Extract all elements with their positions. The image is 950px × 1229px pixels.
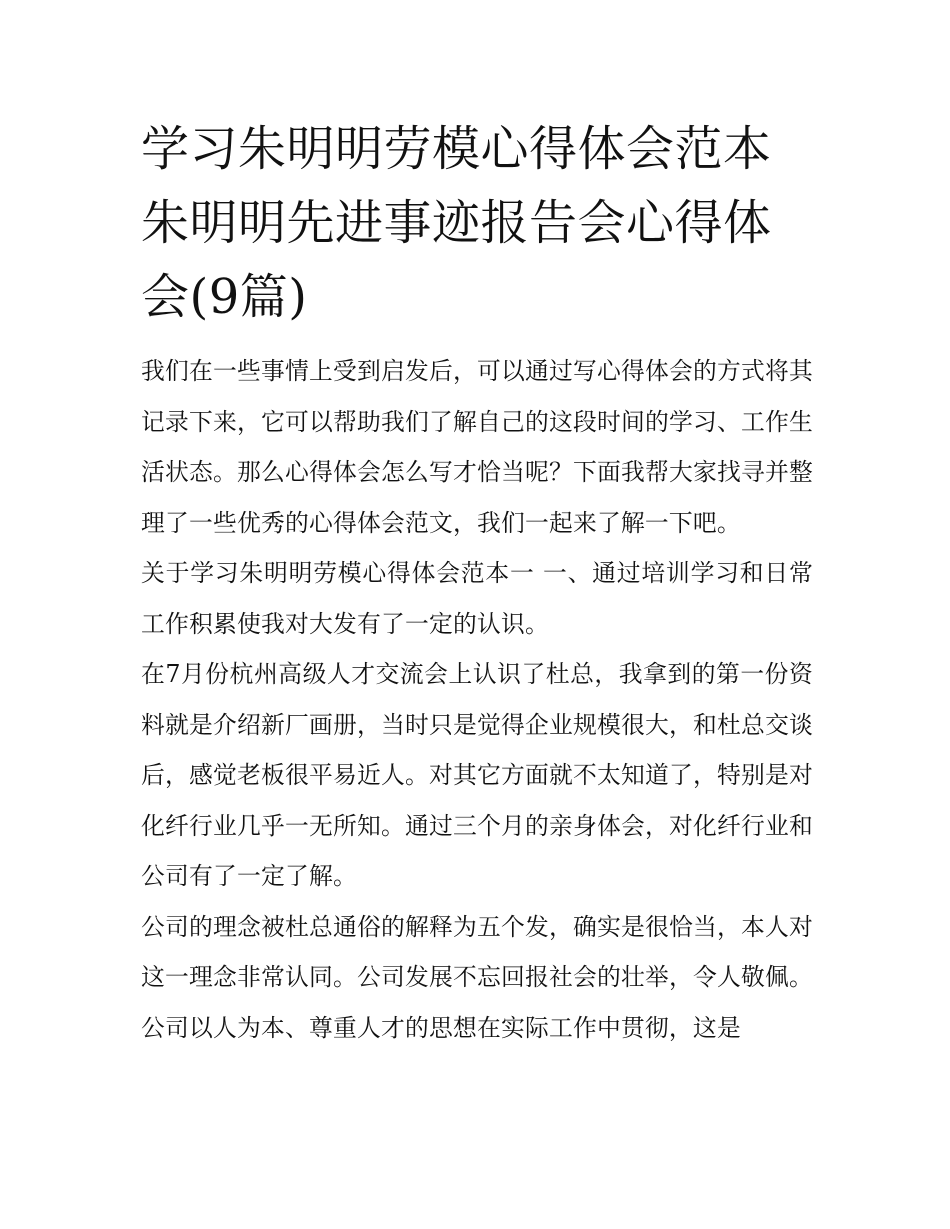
paragraph-sample-one-heading: 关于学习朱明明劳模心得体会范本一 一、通过培训学习和日常工作积累使我对大发有了一定的认识。 xyxy=(141,559,813,638)
paragraph-intro: 我们在一些事情上受到启发后，可以通过写心得体会的方式将其记录下来，它可以帮助我们了解自己的这段时间的学习、工作生活状态。那么心得体会怎么写才恰当呢？下面我帮大家找寻并整理了一些优秀的心得体会范文，我们一起来了解一下吧。 xyxy=(141,357,813,537)
paragraph-hangzhou-meeting: 在7月份杭州高级人才交流会上认识了杜总，我拿到的第一份资料就是介绍新厂画册，当时只是觉得企业规模很大，和杜总交谈后，感觉老板很平易近人。对其它方面就不太知道了，特别是对化纤行业几乎一无所知。通过三个月的亲身体会，对化纤行业和公司有了一定了解。 xyxy=(141,660,813,890)
document-title: 学习朱明明劳模心得体会范本朱明明先进事迹报告会心得体会(9篇) xyxy=(141,121,772,325)
document-content xyxy=(141,112,813,1053)
paragraph-company-philosophy: 公司的理念被杜总通俗的解释为五个发，确实是很恰当，本人对这一理念非常认同。公司发展不忘回报社会的壮举，令人敬佩。公司以人为本、尊重人才的思想在实际工作中贯彻，这是 xyxy=(141,912,813,1042)
document-body xyxy=(141,346,813,1053)
